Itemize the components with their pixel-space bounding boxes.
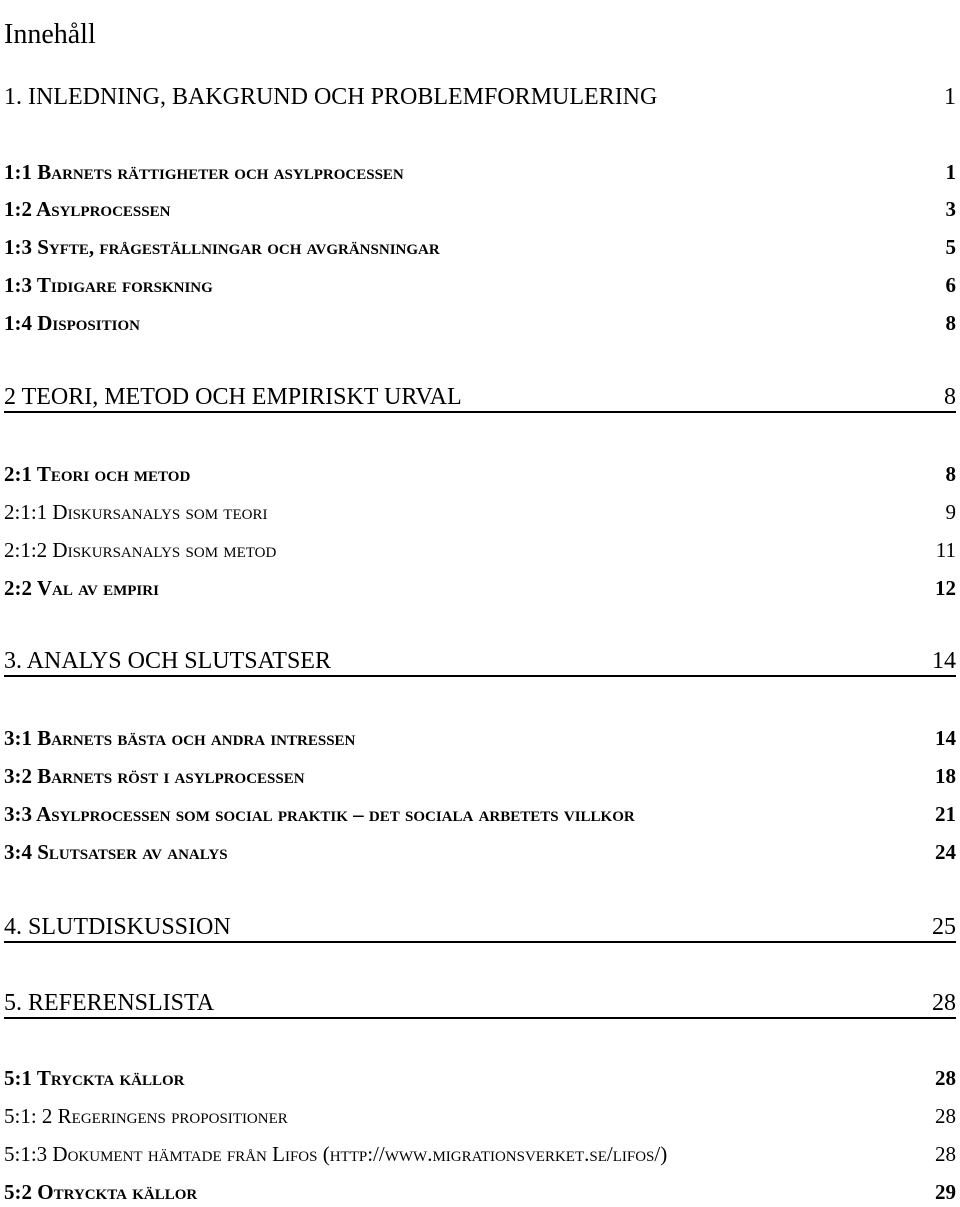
toc-section[interactable] — [4, 311, 956, 336]
toc-label: 1:2 Asylprocessen — [4, 197, 171, 221]
toc-section[interactable] — [4, 462, 956, 487]
toc-section[interactable] — [4, 1180, 956, 1205]
toc-page-number: 12 — [935, 576, 956, 600]
toc-section[interactable] — [4, 273, 956, 298]
toc-page-number: 11 — [935, 538, 956, 562]
toc-page-number: 29 — [935, 1180, 956, 1204]
toc-label: 1:3 Syfte, frågeställningar och avgränsningar — [4, 235, 440, 259]
toc-page-number: 8 — [944, 384, 956, 410]
toc-section[interactable] — [4, 802, 956, 827]
toc-label: 3:4 Slutsatser av analys — [4, 840, 228, 864]
toc-label: 5:2 Otryckta källor — [4, 1180, 198, 1204]
toc-label: 1. INLEDNING, BAKGRUND OCH PROBLEMFORMULERING — [4, 84, 658, 110]
toc-label: 2:2 Val av empiri — [4, 576, 159, 600]
toc-page-number: 24 — [935, 840, 956, 864]
toc-section[interactable] — [4, 235, 956, 260]
toc-label: 1:4 Disposition — [4, 311, 140, 335]
toc-label: 3:2 Barnets röst i asylprocessen — [4, 764, 305, 788]
toc-page-number: 9 — [945, 500, 956, 524]
toc-page-number: 28 — [932, 990, 956, 1016]
toc-chapter[interactable] — [4, 648, 956, 677]
toc-subsection[interactable] — [4, 1104, 956, 1129]
toc-section[interactable] — [4, 160, 956, 185]
toc-chapter[interactable] — [4, 914, 956, 943]
toc-page-number: 5 — [945, 235, 956, 259]
toc-label: 3:1 Barnets bästa och andra intressen — [4, 726, 356, 750]
toc-chapter[interactable] — [4, 990, 956, 1019]
toc-label: 3:3 Asylprocessen som social praktik – det sociala arbetets villkor — [4, 802, 635, 826]
toc-chapter[interactable] — [4, 384, 956, 413]
toc-page-number: 6 — [945, 273, 956, 297]
toc-page-number: 21 — [935, 802, 956, 826]
toc-label: 3. ANALYS OCH SLUTSATSER — [4, 648, 331, 674]
toc-label: 1:1 Barnets rättigheter och asylprocessen — [4, 160, 404, 184]
toc-section[interactable] — [4, 1066, 956, 1091]
toc-chapter[interactable] — [4, 84, 956, 111]
page-title: Innehåll — [4, 18, 96, 50]
toc-section[interactable] — [4, 726, 956, 751]
toc-page-number: 8 — [945, 311, 956, 335]
toc-label: 5:1: 2 Regeringens propositioner — [4, 1104, 288, 1128]
toc-subsection[interactable] — [4, 538, 956, 563]
toc-page-number: 28 — [935, 1104, 956, 1128]
toc-label: 2:1:1 Diskursanalys som teori — [4, 500, 268, 524]
toc-page-number: 25 — [932, 914, 956, 940]
toc-subsection[interactable] — [4, 1142, 956, 1167]
toc-section[interactable] — [4, 764, 956, 789]
toc-label: 2:1:2 Diskursanalys som metod — [4, 538, 277, 562]
toc-section[interactable] — [4, 840, 956, 865]
toc-section[interactable] — [4, 576, 956, 601]
toc-page-number: 28 — [935, 1066, 956, 1090]
toc-page-number: 8 — [945, 462, 956, 486]
toc-label: 2 TEORI, METOD OCH EMPIRISKT URVAL — [4, 384, 462, 410]
toc-page-number: 14 — [935, 726, 956, 750]
toc-label: 5:1 Tryckta källor — [4, 1066, 185, 1090]
toc-label: 5:1:3 Dokument hämtade från Lifos (http://www.migrationsverket.se/lifos/) — [4, 1142, 668, 1166]
toc-page-number: 1 — [945, 160, 956, 184]
toc-page-number: 28 — [935, 1142, 956, 1166]
toc-subsection[interactable] — [4, 500, 956, 525]
toc-page-number: 18 — [935, 764, 956, 788]
toc-page-number: 1 — [944, 84, 956, 110]
toc-page-number: 3 — [945, 197, 956, 221]
toc-page-number: 14 — [932, 648, 956, 674]
toc-label: 4. SLUTDISKUSSION — [4, 914, 231, 940]
toc-section[interactable] — [4, 197, 956, 222]
toc-label: 2:1 Teori och metod — [4, 462, 191, 486]
toc-label: 5. REFERENSLISTA — [4, 990, 215, 1016]
toc-label: 1:3 Tidigare forskning — [4, 273, 213, 297]
